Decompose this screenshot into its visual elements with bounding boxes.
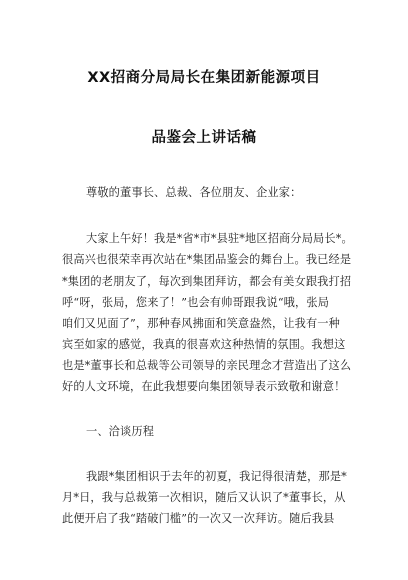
paragraph-line: 月*日，我与总裁第一次相识，随后又认识了*董事长，从 xyxy=(62,491,346,504)
paragraph-line: 好的人文环境，在此我想要向集团领导表示致敬和谢意！ xyxy=(62,380,346,393)
title-line-2: 品鉴会上讲话稿 xyxy=(151,130,257,146)
section-heading: 一、洽谈历程 xyxy=(86,425,155,438)
paragraph-line: *集团的老朋友了，每次到集团拜访，都会有美女跟我打招 xyxy=(62,275,352,288)
paragraph-line: 此便开启了我“踏破门槛”的一次又一次拜访。随后我县 xyxy=(62,512,335,525)
salutation: 尊敬的董事长、总裁、各位朋友、企业家： xyxy=(86,186,302,199)
paragraph-line: 咱们又见面了”，那种春风拂面和笑意盎然，让我有一种 xyxy=(62,317,340,330)
paragraph-line: 也是*董事长和总裁等公司领导的亲民理念才营造出了这么 xyxy=(62,359,352,372)
paragraph-line: 呼“呀，张局，您来了！”也会有帅哥跟我说“哦，张局 xyxy=(62,296,330,309)
paragraph-line: 我跟*集团相识于去年的初夏，我记得很清楚，那是* xyxy=(86,470,347,483)
paragraph-line: 大家上午好！我是*省*市*县驻*地区招商分局局长*。 xyxy=(86,232,353,245)
title-line-1: XX招商分局局长在集团新能源项目 xyxy=(87,70,321,86)
paragraph-line: 宾至如家的感觉，我真的很喜欢这种热情的氛围。我想这 xyxy=(62,338,346,351)
paragraph-line: 很高兴也很荣幸再次站在*集团品鉴会的舞台上。我已经是 xyxy=(62,253,352,266)
